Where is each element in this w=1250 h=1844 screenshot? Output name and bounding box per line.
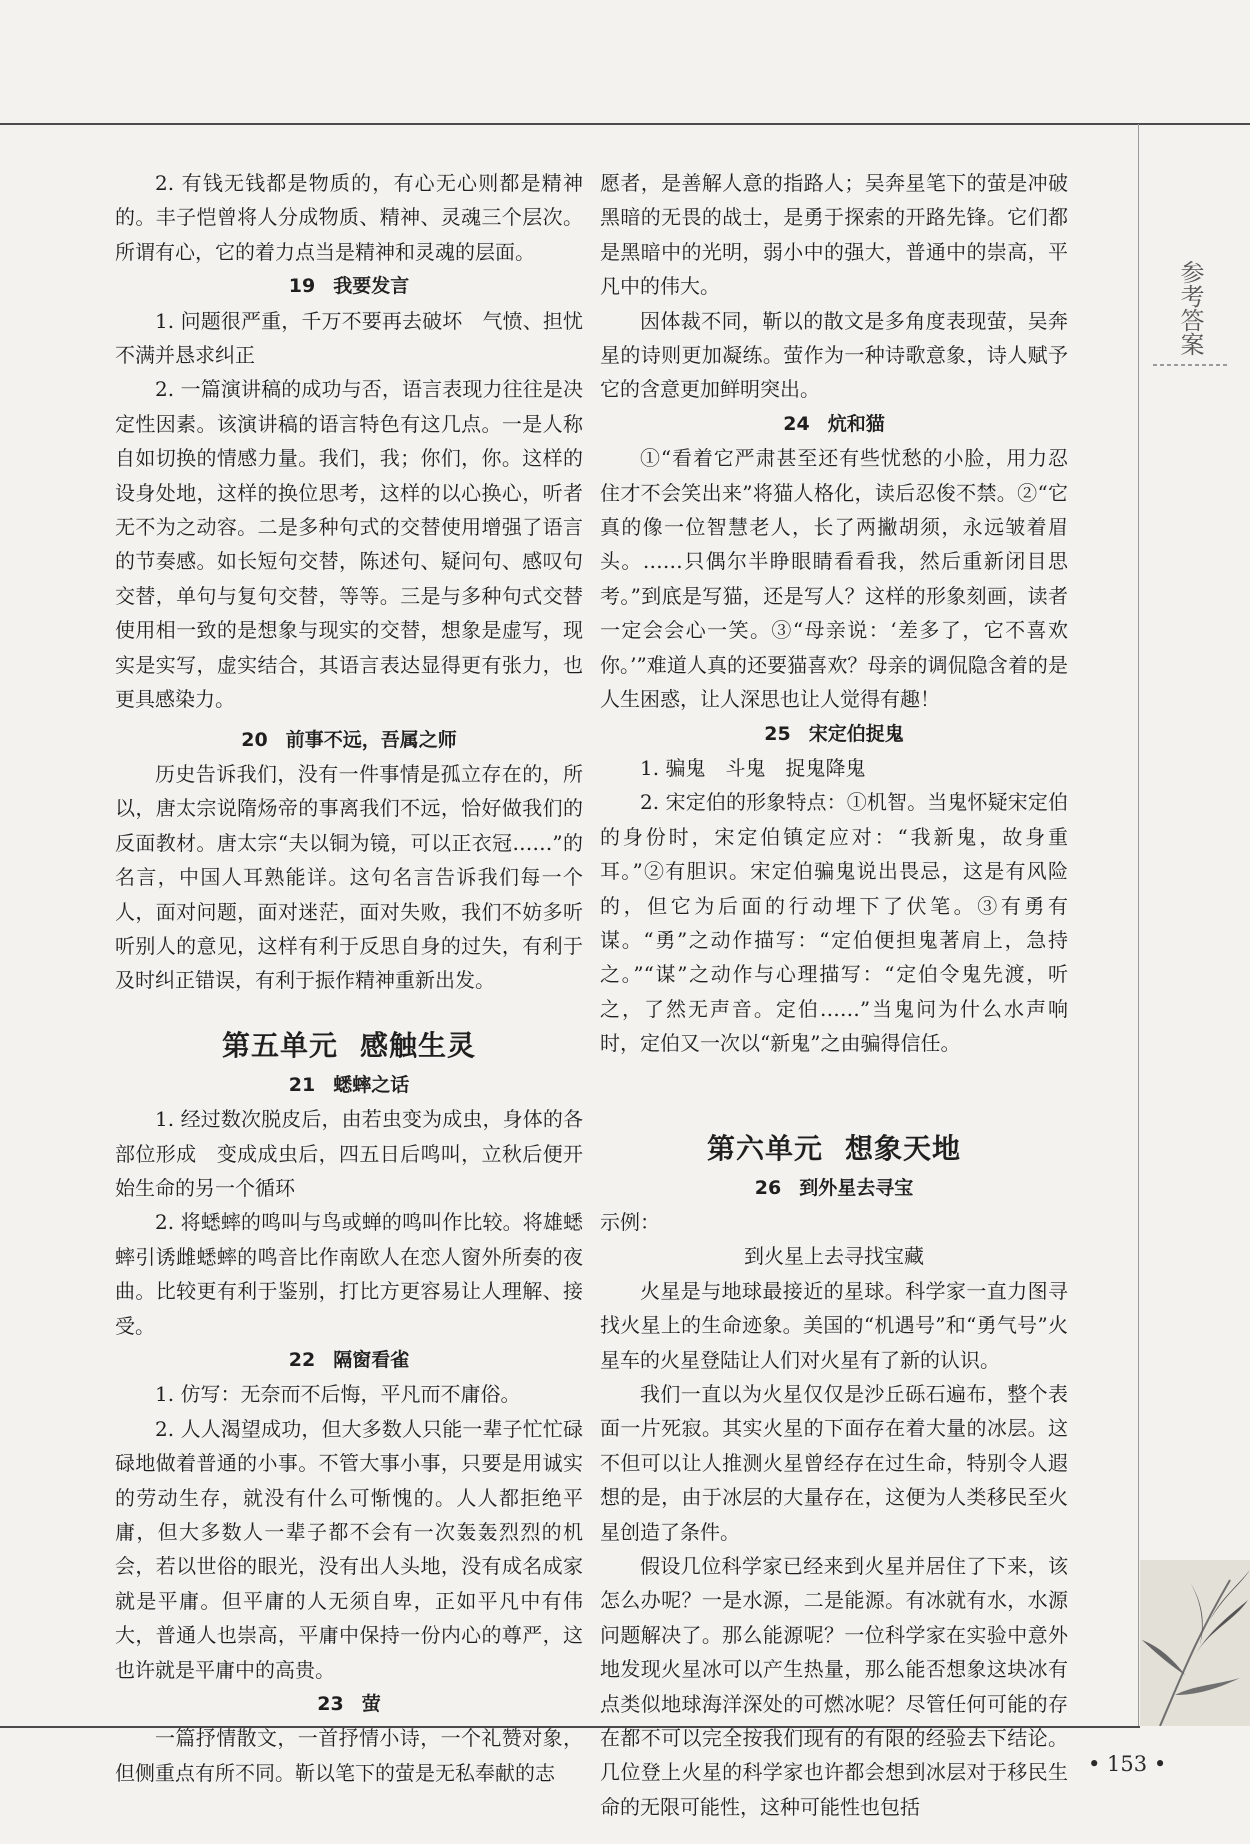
section-number: 23 — [317, 1693, 344, 1716]
unit-number: 第五单元 — [221, 1028, 338, 1062]
left-column — [115, 166, 603, 1790]
section-title: 隔窗看雀 — [333, 1349, 410, 1371]
section-number: 25 — [764, 722, 791, 745]
header-rule — [0, 123, 1250, 125]
section-number: 24 — [783, 412, 810, 435]
unit-heading-5 — [115, 1024, 583, 1068]
section-number: 20 — [241, 728, 268, 751]
essay-title: 到火星上去寻找宝藏 — [744, 1244, 924, 1269]
example-label: 示例： — [600, 1209, 660, 1234]
unit-number: 第六单元 — [706, 1131, 823, 1165]
section-number: 19 — [288, 275, 316, 298]
section-heading-21 — [115, 1068, 583, 1102]
section-heading-26 — [600, 1171, 1068, 1205]
paragraph: 因体裁不同，靳以的散文是多角度表现萤，吴奔星的诗则更加凝练。萤作为一种诗歌意象，诗人赋予它的含意更加鲜明突出。 — [600, 308, 1068, 402]
bamboo-illustration — [1140, 1560, 1250, 1726]
section-title: 萤 — [361, 1693, 381, 1716]
paragraph: 2. 有钱无钱都是物质的，有心无心则都是精神的。丰子恺曾将人分成物质、精神、灵魂三个层次。所谓有心，它的着力点当是精神和灵魂的层面。 — [115, 171, 583, 264]
unit-heading-6 — [600, 1127, 1068, 1171]
section-number: 21 — [288, 1073, 316, 1096]
section-title: 炕和猫 — [827, 412, 885, 435]
paragraph: 1. 问题很严重，千万不要再去破坏 气愤、担忧 不满并恳求纠正 — [115, 308, 603, 368]
section-number: 22 — [288, 1349, 316, 1371]
paragraph: 1. 经过数次脱皮后，由若虫变为成虫，身体的各部位形成 变成成虫后，四五日后鸣叫，立秋后便开始生命的另一个循环 — [115, 1107, 583, 1200]
section-title: 我要发言 — [333, 275, 410, 298]
paragraph: 2. 一篇演讲稿的成功与否，语言表现力往往是决定性因素。该演讲稿的语言特色有这几点。一是人称自如切换的情感力量。我们，我；你们，你。这样的设身处地，这样的换位思考，这样的以心换心，听者无不为之动容。二是多种句式的交替使用增强了语言的节奏感。如长短句交替，陈述句、疑问句、感叹句交替，单句与复句交替，等等。三是与多种句式交替使用相一致的是想象与现实的交替，想象是虚写，现实是实写，虚实结合，其语言表达显得更有张力，也更具感染力。 — [115, 377, 583, 712]
unit-title: 感触生灵 — [360, 1028, 477, 1062]
paragraph: 假设几位科学家已经来到火星并居住了下来，该怎么办呢？一是水源，二是能源。有冰就有水，水源问题解决了。那么能源呢？一位科学家在实验中意外地发现火星冰可以产生热量，那么能否想象这块冰有点类似地球海洋深处的可燃冰呢？尽管任何可能的存在都不可以完全按我们现有的有限的经验去下结论。几位登上火星的科学家也许都会想到冰层对于移民生命的无限可能性，这种可能性也包括 — [600, 1554, 1068, 1819]
section-heading-22 — [115, 1343, 583, 1377]
paragraph: 2. 将蟋蟀的鸣叫与鸟或蝉的鸣叫作比较。将雄蟋蟀引诱雌蟋蟀的鸣音比作南欧人在恋人窗外所奏的夜曲。比较更有利于鉴别，打比方更容易让人理解、接受。 — [115, 1210, 583, 1338]
paragraph: 愿者，是善解人意的指路人；吴奔星笔下的萤是冲破黑暗的无畏的战士，是勇于探索的开路先锋。它们都是黑暗中的光明，弱小中的强大，普通中的崇高，平凡中的伟大。 — [600, 171, 1068, 299]
section-title: 蟋蟀之话 — [333, 1073, 410, 1096]
margin-rule — [1138, 124, 1139, 1727]
section-heading-20 — [115, 723, 583, 757]
paragraph: 火星是与地球最接近的星球。科学家一直力图寻找火星上的生命迹象。美国的“机遇号”和“勇气号”火星车的火星登陆让人们对火星有了新的认识。 — [600, 1278, 1068, 1372]
right-column — [600, 166, 1068, 1824]
paragraph: 1. 仿写：无奈而不后悔，平凡而不庸俗。 — [155, 1382, 521, 1407]
page-number: • 153 • — [1088, 1752, 1167, 1776]
sidebar-title: 参考答案 — [1176, 260, 1204, 356]
paragraph: 2. 人人渴望成功，但大多数人只能一辈子忙忙碌碌地做着普通的小事。不管大事小事，只要是用诚实的劳动生存，就没有什么可惭愧的。人人都拒绝平庸，但大多数人一辈子都不会有一次轰轰烈烈的机会，若以世俗的眼光，没有出人头地，没有成名成家就是平庸。但平庸的人无须自卑，正如平凡中有伟大，普通人也崇高，平庸中保持一份内心的尊严，这也许就是平庸中的高贵。 — [115, 1416, 583, 1682]
paragraph: 2. 宋定伯的形象特点：①机智。当鬼怀疑宋定伯的身份时，宋定伯镇定应对：“我新鬼，故身重耳。”②有胆识。宋定伯骗鬼说出畏忌，这是有风险的，但它为后面的行动埋下了伏笔。③有勇有谋。“勇”之动作描写：“定伯便担鬼著肩上，急持之。”“谋”之动作与心理描写：“定伯令鬼先渡，听之，了然无声音。定伯……”当鬼问为什么水声响时，定伯又一次以“新鬼”之由骗得信任。 — [600, 790, 1068, 1056]
sidebar-tab — [1150, 260, 1230, 366]
section-heading-19 — [115, 269, 583, 303]
section-title: 前事不远，吾属之师 — [285, 728, 457, 751]
section-number: 26 — [754, 1176, 782, 1199]
section-heading-25 — [600, 717, 1068, 751]
section-heading-23 — [115, 1687, 583, 1721]
paragraph: 1. 骗鬼 斗鬼 捉鬼降鬼 — [640, 755, 866, 780]
paragraph: 一篇抒情散文，一首抒情小诗，一个礼赞对象，但侧重点有所不同。靳以笔下的萤是无私奉献的志 — [115, 1726, 583, 1785]
paragraph: ①“看着它严肃甚至还有些忧愁的小脸，用力忍住才不会笑出来”将猫人格化，读后忍俊不禁。②“它真的像一位智慧老人，长了两撇胡须，永远皱着眉头。……只偶尔半睁眼睛看看我，然后重新闭目思考。”到底是写猫，还是写人？这样的形象刻画，读者一定会会心一笑。③“母亲说：‘差多了，它不喜欢你。’”难道人真的还要猫喜欢？母亲的调侃隐含着的是人生困惑，让人深思也让人觉得有趣！ — [600, 446, 1068, 712]
unit-title: 想象天地 — [845, 1131, 962, 1165]
paragraph: 我们一直以为火星仅仅是沙丘砾石遍布，整个表面一片死寂。其实火星的下面存在着大量的冰层。这不但可以让人推测火星曾经存在过生命，特别令人遐想的是，由于冰层的大量存在，这便为人类移民至火星创造了条件。 — [600, 1382, 1068, 1544]
section-title: 到外星去寻宝 — [799, 1176, 914, 1199]
sidebar-ornament — [1153, 364, 1227, 366]
paragraph: 历史告诉我们，没有一件事情是孤立存在的，所以，唐太宗说隋炀帝的事离我们不远，恰好做我们的反面教材。唐太宗“夫以铜为镜，可以正衣冠……”的名言，中国人耳熟能详。这句名言告诉我们每一个人，面对问题，面对迷茫，面对失败，我们不妨多听听别人的意见，这样有利于反思自身的过失，有利于及时纠正错误，有利于振作精神重新出发。 — [115, 761, 583, 993]
section-title: 宋定伯捉鬼 — [808, 722, 904, 745]
section-heading-24 — [600, 407, 1068, 441]
